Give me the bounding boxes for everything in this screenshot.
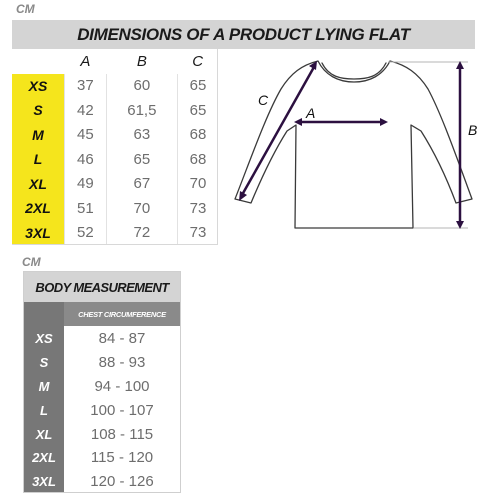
chest-value-cell: 94 - 100 (94, 377, 150, 395)
arrow-c (242, 67, 314, 195)
size-cell: XL (35, 426, 53, 442)
value-c-cell: 73 (189, 199, 207, 217)
size-cell: 2XL (32, 450, 56, 466)
table-row (24, 327, 180, 351)
size-cell: S (39, 355, 49, 371)
value-c-cell: 70 (189, 175, 207, 193)
label-b: B (468, 122, 478, 138)
unit-label-top: CM (16, 2, 35, 16)
table-row (24, 398, 180, 422)
value-c-cell: 65 (189, 101, 207, 119)
label-c: C (258, 92, 269, 108)
value-c-cell: 68 (189, 126, 207, 144)
size-cell: L (40, 402, 48, 418)
body-measurement-title: BODY MEASUREMENT (24, 272, 180, 302)
flat-dimensions-title: DIMENSIONS OF A PRODUCT LYING FLAT (12, 20, 475, 49)
table-row (24, 446, 180, 470)
value-a-cell: 37 (65, 74, 107, 99)
value-a-cell: 45 (65, 123, 107, 148)
value-b-cell: 72 (106, 221, 177, 246)
table-row (12, 172, 218, 197)
value-a-cell: 51 (65, 196, 107, 221)
arrow-a-head-right (380, 118, 388, 126)
table-row (24, 375, 180, 399)
chest-circumference-header: CHEST CIRCUMFERENCE (64, 302, 180, 326)
value-b-cell: 65 (106, 147, 177, 172)
value-c-cell: 68 (189, 150, 207, 168)
size-cell: XS (35, 331, 53, 347)
size-cell: 3XL (32, 474, 56, 490)
flat-dimensions-table (12, 49, 218, 245)
table-row (12, 123, 218, 148)
value-b-cell: 61,5 (106, 98, 177, 123)
table-row (12, 196, 218, 221)
chest-value-cell: 88 - 93 (98, 354, 146, 372)
table-row (24, 351, 180, 375)
column-header-a: A (80, 52, 91, 70)
value-a-cell: 49 (65, 172, 107, 197)
size-cell: S (12, 98, 65, 123)
table-row (24, 422, 180, 446)
size-cell: 3XL (12, 221, 65, 246)
table-row (12, 147, 218, 172)
table-row (24, 470, 180, 494)
body-measurement-table (23, 271, 181, 493)
size-cell: XL (12, 172, 65, 197)
shirt-diagram (228, 49, 488, 249)
value-a-cell: 42 (65, 98, 107, 123)
value-c-cell: 73 (189, 224, 207, 242)
size-cell: XS (12, 74, 65, 99)
label-a: A (306, 105, 316, 121)
table-row (12, 74, 218, 99)
chest-value-cell: 108 - 115 (90, 425, 154, 443)
value-c-cell: 65 (189, 77, 207, 95)
column-header-c: C (192, 52, 204, 70)
chest-value-cell: 115 - 120 (90, 449, 154, 467)
size-cell: M (12, 123, 65, 148)
chest-value-cell: 84 - 87 (98, 330, 146, 348)
value-a-cell: 52 (65, 221, 107, 246)
size-cell: 2XL (12, 196, 65, 221)
value-b-cell: 60 (106, 74, 177, 99)
chest-value-cell: 120 - 126 (90, 473, 154, 491)
value-a-cell: 46 (65, 147, 107, 172)
value-b-cell: 63 (106, 123, 177, 148)
table-row (12, 221, 218, 246)
chest-value-cell: 100 - 107 (90, 401, 154, 419)
value-b-cell: 67 (106, 172, 177, 197)
value-b-cell: 70 (106, 196, 177, 221)
size-cell: L (12, 147, 65, 172)
column-header-b: B (136, 52, 147, 70)
table-row (12, 98, 218, 123)
size-cell: M (38, 378, 50, 394)
unit-label-bottom: CM (22, 255, 41, 269)
table-header-row (12, 49, 218, 74)
